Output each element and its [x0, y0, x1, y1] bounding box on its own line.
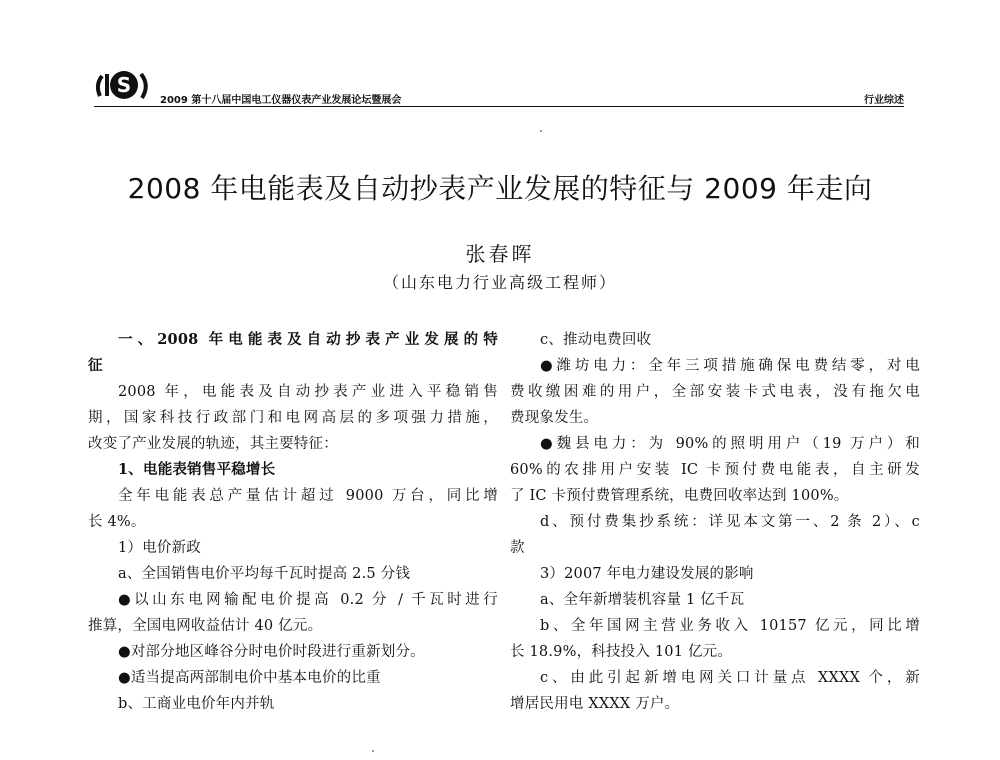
bullet-item: ●对部分地区峰谷分时电价时段进行重新划分。: [118, 644, 425, 660]
bullet-item: ●以山东电网输配电价提高 0.2 分 / 千瓦时进行: [118, 592, 498, 608]
bullet-item-continued: 推算，全国电网收益估计 40 亿元。: [88, 618, 323, 634]
logo-letter: S: [116, 73, 132, 97]
bullet-item-continued: 费收缴困难的用户，全部安装卡式电表，没有拖欠电: [510, 384, 920, 400]
bullet-item-continued: 费现象发生。: [510, 410, 599, 426]
list-item: d、预付费集抄系统：详见本文第一、2 条 2）、c: [540, 514, 920, 530]
header-rule: [94, 106, 904, 107]
author-name: 张春晖: [465, 242, 535, 266]
section-heading-continued: 征: [88, 357, 103, 374]
section-label: 行业综述: [864, 95, 904, 106]
list-heading: 1）电价新政: [118, 540, 201, 556]
paragraph-line: 全年电能表总产量估计超过 9000 万台，同比增: [118, 488, 498, 504]
paragraph-line: 2008 年，电能表及自动抄表产业进入平稳销售: [118, 384, 498, 400]
list-item-continued: 增居民用电 XXXX 万户。: [510, 696, 680, 712]
paragraph-line: 长 4%。: [88, 514, 146, 530]
author-affiliation: （山东电力行业高级工程师）: [382, 273, 617, 292]
conference-header: 2009 第十八届中国电工仪器仪表产业发展论坛暨展会: [160, 95, 402, 106]
list-item-continued: 款: [510, 540, 525, 556]
list-item: c、由此引起新增电网关口计量点 XXXX 个，新: [540, 670, 920, 686]
list-item-continued: 长 18.9%，科技投入 101 亿元。: [510, 644, 733, 660]
article-title: 2008 年电能表及自动抄表产业发展的特征与 2009 年走向: [127, 172, 873, 205]
list-heading: 3）2007 年电力建设发展的影响: [540, 566, 754, 582]
bullet-item: ●魏县电力：为 90%的照明用户（19 万户）和: [540, 436, 920, 452]
paragraph-line: 期，国家科技行政部门和电网高层的多项强力措施，: [88, 410, 498, 426]
bullet-item-continued: 60%的农排用户安装 IC 卡预付费电能表，自主研发: [510, 462, 920, 478]
list-item: b、工商业电价年内并轨: [118, 696, 275, 712]
bullet-item: ●适当提高两部制电价中基本电价的比重: [118, 670, 381, 686]
list-item: a、全国销售电价平均每千瓦时提高 2.5 分钱: [118, 566, 411, 582]
bullet-item-continued: 了 IC 卡预付费管理系统，电费回收率达到 100%。: [510, 488, 849, 504]
list-item: a、全年新增装机容量 1 亿千瓦: [540, 592, 745, 608]
paragraph-line: 改变了产业发展的轨迹，其主要特征：: [88, 436, 338, 452]
subsection-heading: 1、电能表销售平稳增长: [118, 461, 276, 478]
list-item: c、推动电费回收: [540, 332, 652, 348]
scan-speck: [372, 750, 374, 752]
scan-speck: [540, 130, 542, 132]
section-heading: 一、2008 年电能表及自动抄表产业发展的特: [118, 331, 498, 348]
conference-logo: [94, 68, 154, 102]
bullet-item: ●潍坊电力：全年三项措施确保电费结零，对电: [540, 358, 920, 374]
list-item: b、全年国网主营业务收入 10157 亿元，同比增: [540, 618, 920, 634]
